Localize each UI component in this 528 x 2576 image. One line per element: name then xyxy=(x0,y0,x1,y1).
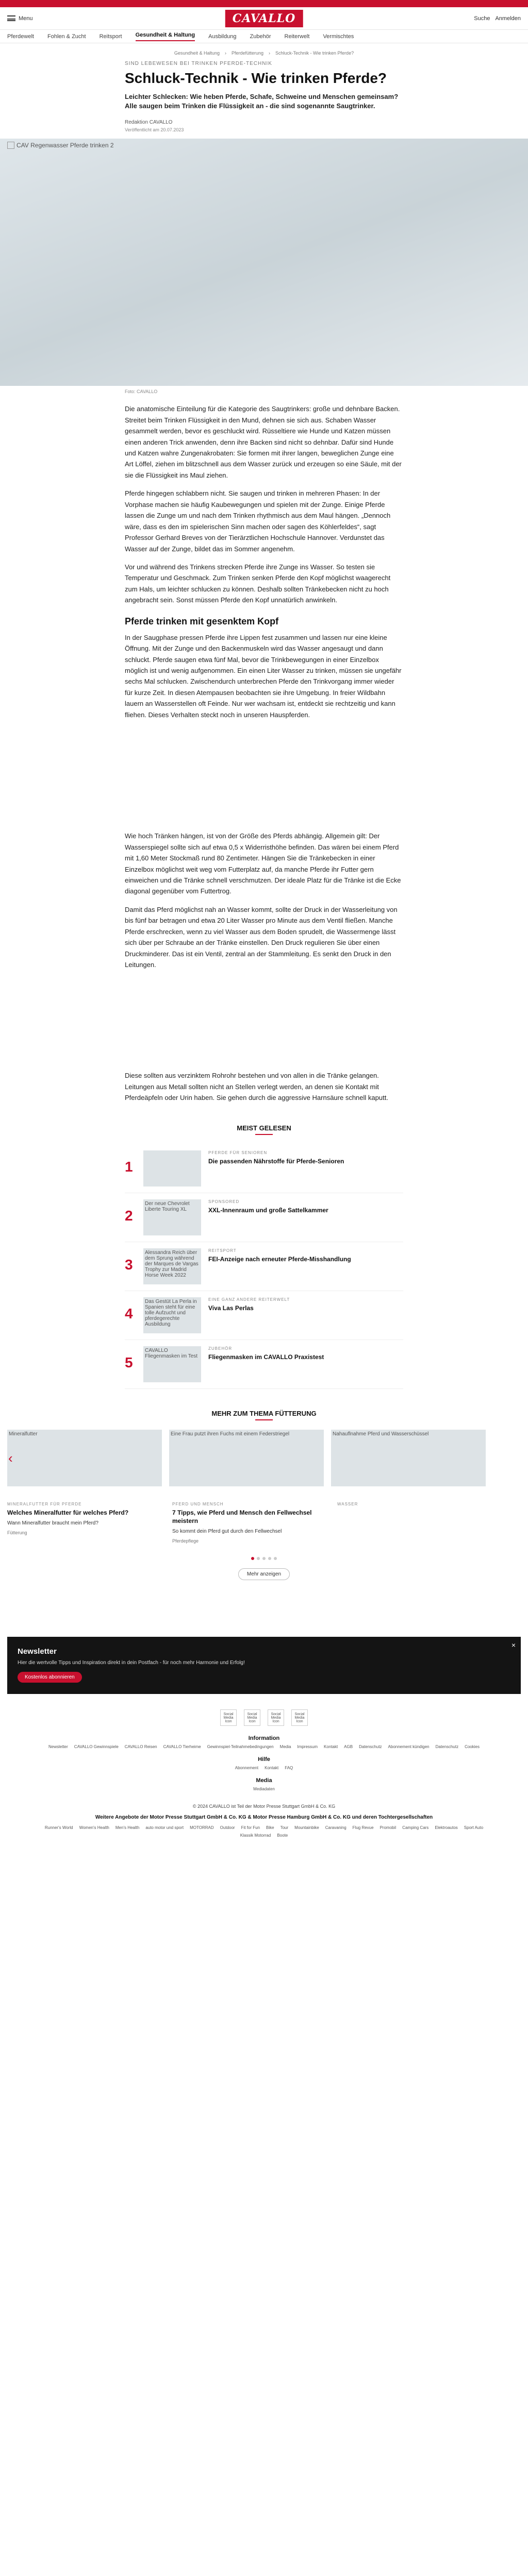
rank-number: 3 xyxy=(125,1256,133,1273)
further-offers-title: Weitere Angebote der Motor Presse Stuttgart GmbH & Co. KG & Motor Presse Hamburg GmbH & Co. KG und deren Tochtergesellschaften xyxy=(95,1815,433,1821)
social-icon[interactable]: Social Media Icon xyxy=(268,1709,284,1726)
brand-link[interactable]: Flug Revue xyxy=(352,1825,374,1831)
nav-item-ausbildung[interactable]: Ausbildung xyxy=(208,33,237,40)
item-title: Die passenden Nährstoffe für Pferde-Senioren xyxy=(208,1157,344,1165)
rank-number: 5 xyxy=(125,1354,133,1370)
brand-link[interactable]: Sport Auto xyxy=(464,1825,484,1831)
close-icon[interactable]: × xyxy=(511,1641,516,1650)
footer-link[interactable]: CAVALLO Gewinnspiele xyxy=(74,1744,119,1750)
breadcrumb-item[interactable]: Pferdefütterung xyxy=(231,50,264,56)
most-read-item[interactable] xyxy=(125,1144,403,1193)
nav-item-pferdewelt[interactable]: Pferdewelt xyxy=(7,33,34,40)
teaser-row xyxy=(0,1492,528,1549)
article xyxy=(16,43,403,1104)
hero-caption: Foto: CAVALLO xyxy=(125,389,158,395)
carousel-prev-icon[interactable]: ‹ xyxy=(8,1450,13,1466)
brand-link[interactable]: Boote xyxy=(277,1833,288,1838)
copyright: © 2024 CAVALLO ist Teil der Motor Presse Stuttgart GmbH & Co. KG xyxy=(192,1804,336,1809)
most-read-title: MEIST GELESEN xyxy=(237,1124,291,1132)
footer-link[interactable]: Mediadaten xyxy=(253,1787,275,1792)
footer-link[interactable]: Impressum xyxy=(297,1744,318,1750)
site-logo[interactable]: CAVALLO xyxy=(225,10,303,27)
brand-link[interactable]: Outdoor xyxy=(220,1825,235,1831)
social-icon[interactable]: Social Media Icon xyxy=(244,1709,260,1726)
item-overline: ZUBEHÖR xyxy=(208,1346,233,1351)
brand-link[interactable]: auto motor und sport xyxy=(145,1825,184,1831)
related-teaser[interactable] xyxy=(337,1502,492,1544)
social-links xyxy=(7,1709,521,1726)
teaser-overline: MINERALFUTTER FÜR PFERDE xyxy=(7,1501,82,1506)
footer-info-links xyxy=(42,1744,486,1749)
article-paragraph: Die anatomische Einteilung für die Kategorie des Saugtrinkers: große und dehnbare Backen. Streitet beim Trinken Flüssigkeit in den Mund, dehnen sie sich aus. Schaben Wasser gesammelt werden, bevor es geschluckt wird. Rüsseltiere wie Hunde und Katzen müssen einen anderen Trick anwenden, denn ihre Backen sind nicht so dehnbar. Dafür sind Hunde und Katzen wahre Zungenakrobaten: Sie formen mit ihrer langen, beweglichen Zunge eine Art Löffel, ziehen im blitzschnell aus dem Wasser zurück und erzeugen so eine Säule, mit der sie die Flüssigkeit ins Maul ziehen. xyxy=(125,405,402,479)
hamburger-icon xyxy=(7,15,15,21)
category-nav xyxy=(0,30,528,43)
related-teaser[interactable] xyxy=(172,1502,327,1544)
menu-button[interactable] xyxy=(7,15,33,22)
related-topic-title: MEHR ZUM THEMA FÜTTERUNG xyxy=(211,1409,317,1417)
most-read-item[interactable] xyxy=(125,1193,403,1242)
most-read-item[interactable] xyxy=(125,1340,403,1389)
footer-media-title: Media xyxy=(256,1777,272,1784)
brand-link[interactable]: Runner's World xyxy=(44,1825,73,1831)
section-divider xyxy=(255,1419,273,1420)
ad-slot xyxy=(125,977,403,1070)
teaser-overline: WASSER xyxy=(337,1501,358,1506)
brand-link[interactable]: Mountainbike xyxy=(294,1825,319,1831)
article-overline: SIND LEBEWESEN BEI TRINKEN PFERDE-TECHNIK xyxy=(125,61,272,66)
brand-link[interactable]: Tour xyxy=(280,1825,289,1831)
footer-link[interactable]: Kontakt xyxy=(324,1744,338,1750)
teaser-image[interactable]: Nahauflnahme Pferd und Wasserschüssel xyxy=(331,1430,486,1486)
item-title: Fliegenmasken im CAVALLO Praxistest xyxy=(208,1353,324,1361)
footer-link[interactable]: CAVALLO Tierheime xyxy=(163,1744,201,1750)
teaser-title: Welches Mineralfutter für welches Pferd? xyxy=(7,1509,129,1516)
article-paragraph: Pferde hingegen schlabbern nicht. Sie saugen und trinken in mehreren Phasen: In der Vorphase machen sie häufig Kaubewegungen und spielen mit der Zunge. Einige Pferde lassen die Zunge um und nach dem Trinken rhythmisch aus dem Maul hängen. „Dennoch wäre, dass es den im spielerischen Sinn machen oder sagen des Köhlerfeldes“, sagt Professor Gerhard Breves von der Tierärztlichen Hochschule Hannover. Verdunstet das Wasser auf der Zunge, bildet das im Sommer angenehm. xyxy=(125,489,391,553)
search-button[interactable]: Suche xyxy=(474,15,490,22)
article-paragraph: Wie hoch Tränken hängen, ist von der Größe des Pferds abhängig. Allgemein gilt: Der Wasserspiegel sollte sich auf etwa 0,5 x Widerristhöhe befinden. Das wären bei einem Pferd mit 1,60 Meter Stockmaß rund 80 Zentimeter. Hängen Sie die Tränkebecken in einer Einzelbox möglichst weit weg vom Futterplatz auf, da manche Pferde ihr Futter gern einweichen und die Tränke schnell verschmutzen. Der ideale Platz für die Tränke ist die Ecke diagonal gegenüber vom Futtertrog. xyxy=(125,832,401,895)
rank-number: 4 xyxy=(125,1305,133,1321)
article-lead: Leichter Schlecken: Wie heben Pferde, Schafe, Schweine und Menschen gemeinsam? Alle saugen beim Trinken die Flüssigkeit an - die sind sogenannte Saugtrinker. xyxy=(125,92,399,110)
footer-link[interactable]: Gewinnspiel-Teilnahmebedingungen xyxy=(207,1744,274,1750)
footer-link[interactable]: Datenschutz xyxy=(435,1744,459,1750)
ad-slot xyxy=(125,727,403,831)
article-subheading: Pferde trinken mit gesenktem Kopf xyxy=(125,616,279,626)
rank-number: 1 xyxy=(125,1158,133,1175)
footer-link[interactable]: FAQ xyxy=(285,1766,293,1771)
footer-help-links xyxy=(42,1766,486,1770)
footer-link[interactable]: Newsletter xyxy=(48,1744,68,1750)
newsletter-title: Newsletter xyxy=(18,1647,57,1656)
breadcrumb-separator-icon: › xyxy=(224,50,226,56)
show-more-button[interactable]: Mehr anzeigen xyxy=(238,1568,290,1580)
brand-link[interactable]: Promobil xyxy=(380,1825,397,1831)
related-teaser[interactable] xyxy=(7,1502,162,1544)
carousel-dot[interactable] xyxy=(262,1557,266,1560)
footer-help-title: Hilfe xyxy=(258,1756,270,1763)
teaser-overline: PFERD UND MENSCH xyxy=(172,1501,224,1506)
footer-link[interactable]: CAVALLO Reisen xyxy=(124,1744,157,1750)
carousel-dot[interactable] xyxy=(268,1557,271,1560)
brand-link[interactable]: Fit for Fun xyxy=(241,1825,260,1831)
carousel-dot[interactable] xyxy=(274,1557,277,1560)
article-title: Schluck-Technik - Wie trinken Pferde? xyxy=(125,70,387,86)
footer-media-links xyxy=(42,1787,486,1791)
article-thumbnail: Alessandra Reich über dem Sprung während der Marques de Vargas Trophy zur Madrid Horse Week 2022 xyxy=(143,1248,201,1284)
brand-link[interactable]: Klassik Motorrad xyxy=(240,1833,271,1838)
article-paragraph: Diese sollten aus verzinktem Rohrohr bestehen und von allen in die Tränke gelangen. Leitungen aus Metall sollten nicht an Stellen verlegt werden, an denen sie Kontakt mit Pferdeäpfeln oder Urin haben. Sie gehen durch die aggressive Harnsäure schnell kaputt. xyxy=(125,1072,388,1102)
brand-link[interactable]: Camping Cars xyxy=(402,1825,429,1831)
article-paragraph: In der Saugphase pressen Pferde ihre Lippen fest zusammen und lassen nur eine kleine Öffnung. Mit der Zunge und den Backenmuskeln wird das Wasser angesaugt und dann schluckt. Pferde saugen etwa fünf Mal, bevor die Trinkbewegungen in einer Einzelbox möglich ist und wenig aufgenommen. Ein einen Liter Wasser zu trinken, müssen sie ungefähr sechs Mal schlucken. Zwischendurch unterbrechen Pferde den Trinkvorgang immer wieder für kurze Zeit. In diesen Atempausen beobachten sie ihre Umgebung. In freier Wildbahn lauern an Wasserstellen oft Feinde. Nur wer wachsam ist, entdeckt sie rechtzeitig und kann fliehen. Dieses Verhalten steckt noch in unseren Hauspferden. xyxy=(125,633,402,719)
teaser-subtitle: So kommt dein Pferd gut durch den Fellwechsel xyxy=(172,1529,282,1535)
related-carousel xyxy=(0,1430,528,1492)
item-title: XXL-Innenraum und große Sattelkammer xyxy=(208,1206,328,1214)
site-footer xyxy=(0,1694,528,1838)
header-actions xyxy=(474,15,521,22)
nav-item-fohlen-zucht[interactable]: Fohlen & Zucht xyxy=(47,33,86,40)
article-thumbnail: Der neue Chevrolet Liberte Touring XL xyxy=(143,1199,201,1235)
nav-item-gesundheit-haltung[interactable]: Gesundheit & Haltung xyxy=(136,32,195,41)
carousel-dot[interactable] xyxy=(257,1557,260,1560)
related-topic-section xyxy=(0,1410,528,1580)
menu-label: Menu xyxy=(19,15,33,22)
site-header xyxy=(0,7,528,30)
nav-item-reitsport[interactable]: Reitsport xyxy=(99,33,122,40)
newsletter-subscribe-button[interactable]: Kostenlos abonnieren xyxy=(18,1672,82,1683)
nav-item-zubehoer[interactable]: Zubehör xyxy=(250,33,271,40)
item-title: Viva Las Perlas xyxy=(208,1304,254,1312)
brand-link[interactable]: Men's Health xyxy=(115,1825,140,1831)
teaser-title: 7 Tipps, wie Pferd und Mensch den Fellwechsel meistern xyxy=(172,1509,312,1524)
nav-item-reiterwelt[interactable]: Reiterwelt xyxy=(284,33,310,40)
article-thumbnail: CAVALLO Fliegenmasken im Test xyxy=(143,1346,201,1382)
carousel-pagination xyxy=(0,1557,528,1560)
footer-link[interactable]: Media xyxy=(279,1744,291,1750)
top-accent-bar xyxy=(0,0,528,7)
article-paragraph: Damit das Pferd möglichst nah an Wasser kommt, sollte der Druck in der Wasserleitung von bis fünf bar betragen und etwa 20 Liter Wasser pro Minute aus dem Ventil fließen. Manche Pferde erschrecken, wenn zu viel Wasser aus dem Boden sprudelt, die Wassermenge lässt sich über per Schraube an der Tränke einstellen. Den Druck regulieren Sie über einen Druckminderer. Das ist ein Ventil, zentral an der Stammleitung. Es senkt den Druck in den Leitungen. xyxy=(125,905,398,969)
teaser-subtitle: Wann Mineralfutter braucht mein Pferd? xyxy=(7,1520,98,1526)
footer-link[interactable]: Cookies xyxy=(465,1744,480,1750)
brand-link[interactable]: Bike xyxy=(266,1825,274,1831)
breadcrumb-separator-icon: › xyxy=(269,50,271,56)
brand-link[interactable]: Elektroautos xyxy=(435,1825,458,1831)
most-read-item[interactable] xyxy=(125,1291,403,1340)
section-divider xyxy=(255,1134,273,1135)
footer-link[interactable]: AGB xyxy=(344,1744,353,1750)
article-paragraph: Vor und während des Trinkens strecken Pferde ihre Zunge ins Wasser. So testen sie Temperatur und Geschmack. Zum Trinken senken Pferde den Kopf möglichst waagerecht zum Hals, um leichter schlucken zu können. Deshalb sollten Tränkebecken nicht zu hoch angebracht sein. Sonst müssen Pferde den Kopf unnatürlich anwinkeln. xyxy=(125,563,391,604)
most-read-section xyxy=(0,1124,528,1389)
article-body xyxy=(125,403,403,1104)
newsletter-text: Hier die wertvolle Tipps und Inspiration direkt in dein Postfach - für noch mehr Harmonie und Erfolg! xyxy=(18,1660,245,1666)
breadcrumb-item[interactable]: Gesundheit & Haltung xyxy=(174,50,220,56)
brand-links xyxy=(42,1825,486,1838)
rank-number: 2 xyxy=(125,1207,133,1224)
social-icon[interactable]: Social Media Icon xyxy=(291,1709,308,1726)
article-date: Veröffentlicht am 20.07.2023 xyxy=(125,127,184,133)
nav-item-vermischtes[interactable]: Vermischtes xyxy=(323,33,354,40)
item-overline: REITSPORT xyxy=(208,1248,237,1253)
breadcrumb xyxy=(125,43,403,61)
login-button[interactable]: Anmelden xyxy=(495,15,521,22)
brand-link[interactable]: MOTORRAD xyxy=(190,1825,214,1831)
most-read-item[interactable] xyxy=(125,1242,403,1291)
teaser-image[interactable]: Mineralfutter xyxy=(7,1430,162,1486)
brand-link[interactable]: Caravaning xyxy=(325,1825,346,1831)
item-overline: PFERDE FÜR SENIOREN xyxy=(208,1150,268,1155)
hero-image-alt: CAV Regenwasser Pferde trinken 2 xyxy=(7,142,114,149)
article-thumbnail xyxy=(143,1150,201,1187)
footer-link[interactable]: Abonnement xyxy=(235,1766,259,1771)
hero-image xyxy=(0,139,528,386)
item-title: FEI-Anzeige nach erneuter Pferde-Misshandlung xyxy=(208,1255,351,1263)
social-icon[interactable]: Social Media Icon xyxy=(220,1709,237,1726)
article-author[interactable]: Redaktion CAVALLO xyxy=(125,120,173,126)
item-overline: SPONSORED xyxy=(208,1199,240,1204)
teaser-image[interactable]: Eine Frau putzt ihren Fuchs mit einem Federstriegel xyxy=(169,1430,324,1486)
newsletter-box xyxy=(7,1637,521,1694)
brand-link[interactable]: Women's Health xyxy=(79,1825,109,1831)
article-thumbnail: Das Gestüt La Perla in Spanien steht für eine tolle Aufzucht und pferdegerechte Ausbildung xyxy=(143,1297,201,1333)
footer-link[interactable]: Kontakt xyxy=(265,1766,279,1771)
footer-info-title: Information xyxy=(248,1735,280,1742)
carousel-dot[interactable] xyxy=(251,1557,254,1560)
breadcrumb-current: Schluck-Technik - Wie trinken Pferde? xyxy=(275,50,354,56)
teaser-category: Pferdepflege xyxy=(172,1538,199,1544)
teaser-category: Fütterung xyxy=(7,1530,27,1535)
item-overline: EINE GANZ ANDERE REITERWELT xyxy=(208,1297,290,1302)
footer-link[interactable]: Datenschutz xyxy=(359,1744,382,1750)
footer-link[interactable]: Abonnement kündigen xyxy=(388,1744,430,1750)
